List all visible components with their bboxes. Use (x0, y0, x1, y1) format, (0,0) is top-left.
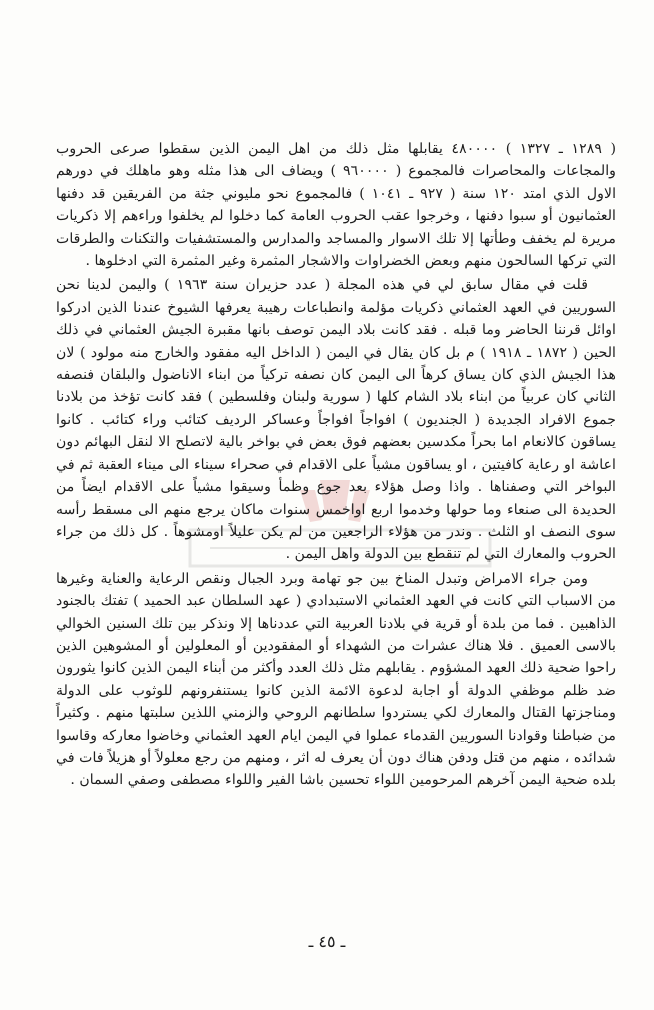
paragraph-2: قلت في مقال سابق لي في هذه المجلة ( عدد حزيران سنة ١٩٦٣ ) واليمن لدينا نحن السوريين في العهد العثماني ذكريات مؤلمة وانطباعات رهيبة يعرفها الشيوخ عندنا الذين ادركوا اوائل قرننا الحاضر وما قبله . فقد كانت بلاد اليمن توصف بانها مقبرة الجيش العثماني في ذلك الحين ( ١٨٧٢ ـ ١٩١٨ ) م بل كان يقال في اليمن ( الداخل اليه مفقود والخارج منه مولود ) لان هذا الجيش الذي كان يساق كرهاً الى اليمن كان نصفه تركياً من ابناء الاناضول والبلقان فنصفه الثاني كان عربياً من ابناء بلاد الشام كلها ( سورية ولبنان وفلسطين ) فقد كانت تؤخذ من بلادنا جموع الافراد الجديدة ( الجنديون ) افواجاً افواجاً وعساكر الرديف كتائب وراء كتائب . كانوا يساقون كالانعام اما بحراً مكدسين بعضهم فوق بعض في بواخر بالية لاتصلح الا لنقل البهائم دون اعاشة او رعاية كافيتين ، او يساقون مشياً على الاقدام في صحراء سيناء الى ميناء العقبة ثم في البواخر التي وصفناها . واذا وصل هؤلاء بعد جوع وظمأ وسيقوا مشياً على الاقدام ايضاً من الحديدة الى صنعاء وما حولها وخدموا اربع اواخمس سنوات ماكان يرجع منهم الى مسقط رأسه سوى النصف او الثلث . وندر من هؤلاء الراجعين من لم يكن عليلاً اومشوهاً . كل ذلك من جراء الحروب والمعارك التي لم تنقطع بين الدولة واهل اليمن . (56, 277, 616, 563)
article-body (56, 138, 616, 792)
page-number: ـ ٤٥ ـ (308, 932, 346, 951)
paragraph-3: ومن جراء الامراض وتبدل المناخ بين جو تهامة وبرد الجبال ونقص الرعاية والعناية وغيرها من الاسباب التي كانت في العهد العثماني الاستبدادي ( عهد السلطان عبد الحميد ) تفتك بالجنود الذاهبين . فما من بلدة أو قرية في بلادنا العربية التي عددناها إلا ونذكر بين تلك السنين الخوالي بالاسى العميق . فلا هناك عشرات من الشهداء أو المفقودين أو المعلولين أو المشوهين الذين راحوا ضحية ذلك العهد المشؤوم . يقابلهم مثل ذلك العدد وأكثر من أبناء اليمن الذين كانوا يثورون ضد ظلم موظفي الدولة أو اجابة لدعوة الائمة الذين كانوا يستنفرونهم للوثوب على الدولة ومناجزتها القتال والمعارك لكي يستردوا سلطانهم الروحي والزمني اللذين سلبتها منهم . وكثيراً من ضباطنا وقوادنا السوريين القدماء عملوا في اليمن ايام العهد العثماني وخاضوا معاركه وقاسوا شدائده ، منهم من قتل ودفن هناك دون أن يعرف له اثر ، ومنهم من رجع معلولاً أو هزيلاً فات في بلده ضحية اليمن آخرهم المرحومين اللواء تحسين باشا الفير واللواء مصطفى وصفي السمان . (56, 570, 616, 789)
paragraph-1: ( ١٢٨٩ ـ ١٣٢٧ ) ٤٨٠٠٠٠ يقابلها مثل ذلك من اهل اليمن الذين سقطوا صرعى الحروب والمجاعات والمحاصرات فالمجموع ( ٩٦٠٠٠٠ ) ويضاف الى هذا مثله وهو ماهلك في دورهم الاول الذي امتد ١٢٠ سنة ( ٩٢٧ ـ ١٠٤١ ) فالمجموع نحو مليوني جثة من الفريقين قد دفنها العثمانيون أو سبوا دفنها ، وخرجوا عقب الحروب العامة كما دخلوا لم يخلفوا وراءهم إلا ذكريات مريرة لم يخفف وطأتها إلا تلك الاسوار والمساجد والمدارس والمستشفيات والتكنات والطرقات التي تركها السالحون منهم وبعض الخضراوات والاشجار المثمرة وغير المثمرة التي ادخلوها . (56, 141, 617, 270)
